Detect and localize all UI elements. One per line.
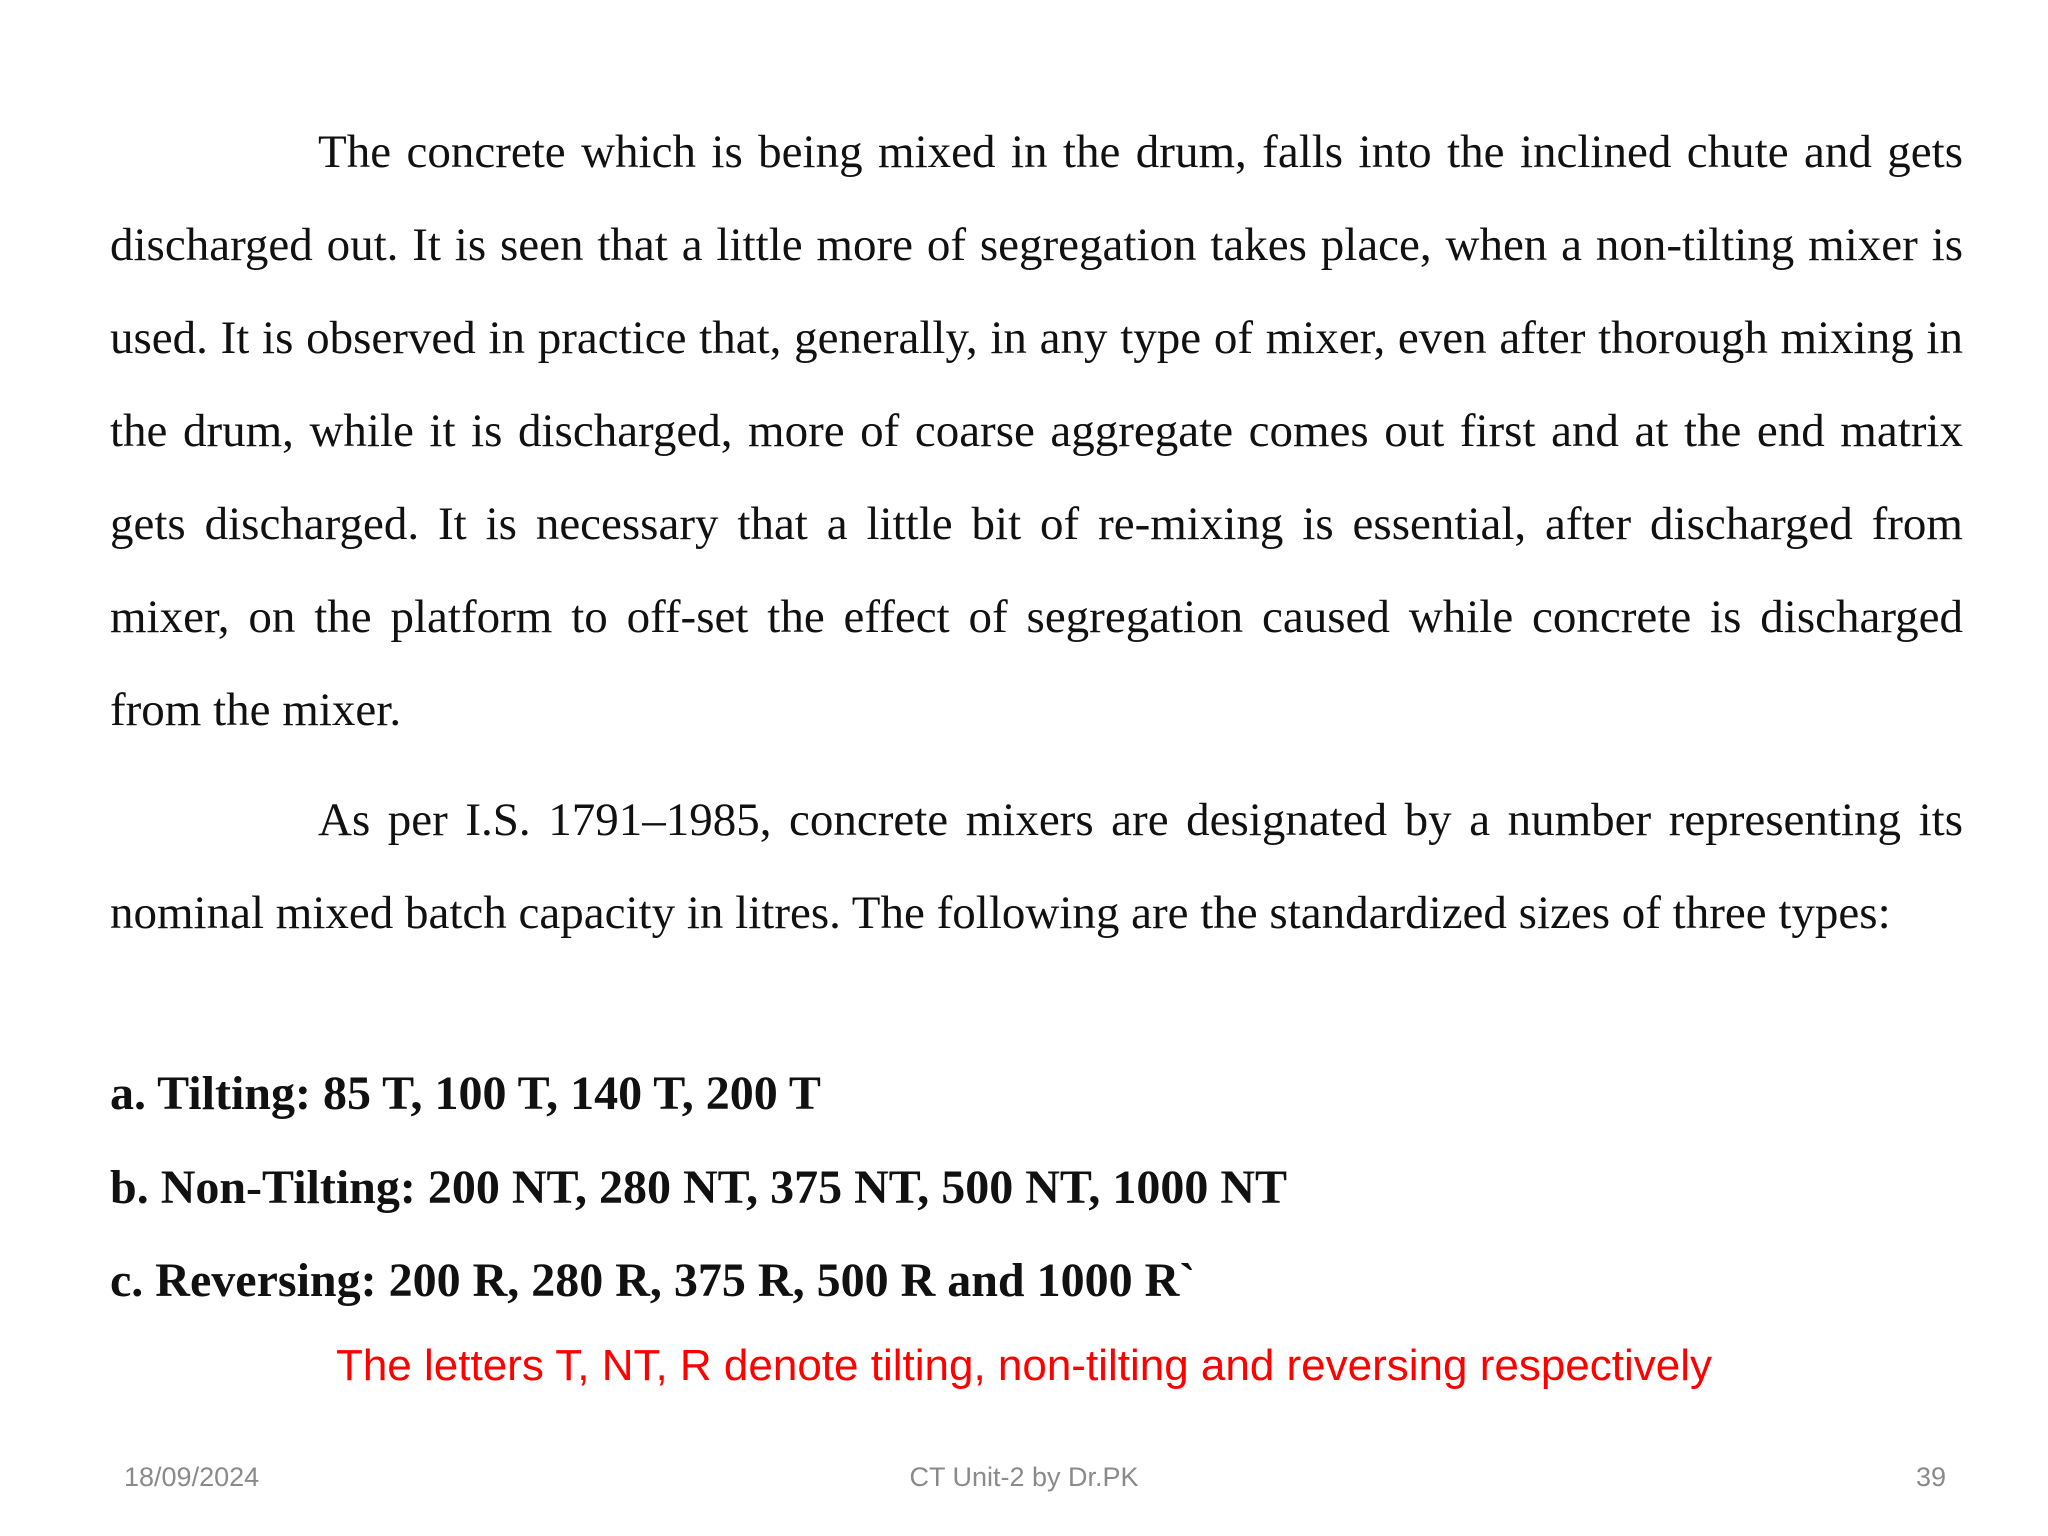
list-item-non-tilting: b. Non-Tilting: 200 NT, 280 NT, 375 NT, 500 NT, 1000 NT <box>110 1161 1288 1214</box>
paragraph-segregation: The concrete which is being mixed in the drum, falls into the inclined chute and gets discharged out. It is seen that a little more of segregation takes place, when a non-tilting mixer is used. It is observed in practice that, generally, in any type of mixer, even after thorough mixing in the drum, while it is discharged, more of coarse aggregate comes out first and at the end matrix gets discharged. It is necessary that a little bit of re-mixing is essential, after discharged from mixer, on the platform to off-set the effect of segregation caused while concrete is discharged from the mixer. <box>110 126 1963 736</box>
footer-date: 18/09/2024 <box>124 1462 260 1492</box>
paragraph-is-designation: As per I.S. 1791–1985, concrete mixers are designated by a number representing its nominal mixed batch capacity in litres. The following are the standardized sizes of three types: <box>110 794 1963 939</box>
list-item-tilting: a. Tilting: 85 T, 100 T, 140 T, 200 T <box>110 1067 821 1120</box>
footer-page-number: 39 <box>1915 1462 1946 1492</box>
note-letters-meaning: The letters T, NT, R denote tilting, non-tilting and reversing respectively <box>335 1341 1713 1390</box>
list-item-reversing: c. Reversing: 200 R, 280 R, 375 R, 500 R and 1000 R` <box>110 1254 1196 1307</box>
footer-title: CT Unit-2 by Dr.PK <box>909 1462 1139 1492</box>
